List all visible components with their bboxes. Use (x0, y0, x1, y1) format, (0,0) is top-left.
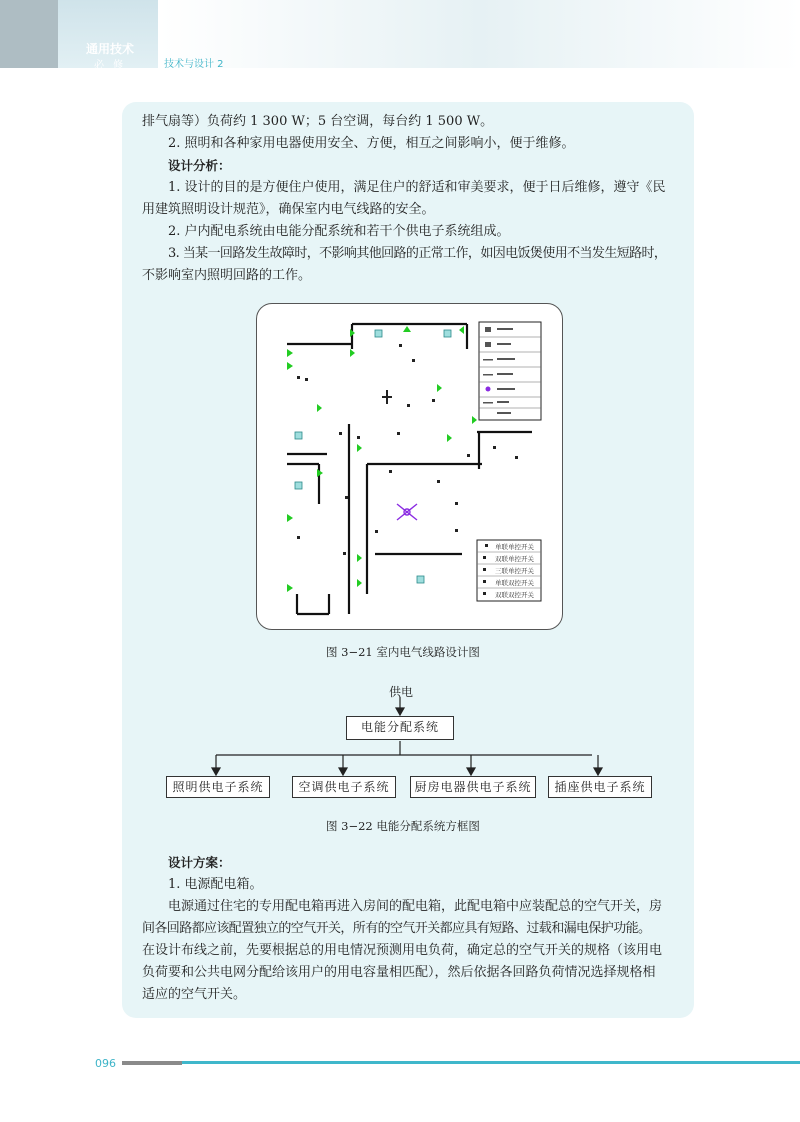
book-title: 技术与设计 2 (164, 59, 224, 70)
scheme-line-5: 适应的空气开关。 (142, 987, 247, 1002)
analysis-3-line1: 3. 当某一回路发生故障时，不影响其他回路的正常工作，如因电饭煲使用不当发生短路时， (168, 246, 667, 261)
legend-item-4: 单联双控开关 (495, 579, 534, 587)
aircon-subsystem-box: 空调供电子系统 (292, 776, 396, 798)
analysis-3-line2: 不影响室内照明回路的工作。 (142, 268, 312, 283)
socket-subsystem-box: 插座供电子系统 (548, 776, 652, 798)
scheme-item-1: 1. 电源配电箱。 (168, 877, 263, 892)
paragraph-requirement-2: 2. 照明和各种家用电器使用安全、方便，相互之间影响小，便于维修。 (168, 136, 575, 151)
scheme-heading: 设计方案： (168, 855, 231, 870)
footer-accent-bar (182, 1061, 800, 1064)
header-gray-block (0, 0, 58, 68)
legend-item-2: 双联单控开关 (495, 555, 534, 563)
legend-item-5: 双联双控开关 (495, 591, 534, 599)
analysis-heading: 设计分析： (168, 158, 231, 173)
center-fixture (397, 504, 417, 520)
floor-plan-figure (256, 303, 563, 630)
analysis-1-line2: 用建筑照明设计规范》，确保室内电气线路的安全。 (142, 202, 435, 217)
analysis-1-line1: 1. 设计的目的是方便住户使用，满足住户的舒适和审美要求，便于日后维修，遵守《民 (168, 180, 666, 195)
lamp-markers (287, 326, 477, 592)
scheme-line-3: 在设计布线之前，先要根据总的用电情况预测用电负荷，确定总的空气开关的规格（该用电 (142, 943, 663, 958)
floor-plan-drawing (257, 304, 562, 629)
figure-22-caption: 图 3−22 电能分配系统方框图 (326, 819, 480, 833)
series-subtitle: 必 修 (94, 60, 127, 71)
footer-gray-bar (122, 1061, 182, 1065)
scheme-line-1: 电源通过住宅的专用配电箱再进入房间的配电箱，此配电箱中应装配总的空气开关，房 (168, 899, 663, 914)
supply-label: 供电 (389, 685, 414, 699)
figure-21-caption: 图 3−21 室内电气线路设计图 (326, 645, 480, 659)
symbol-legend-table (479, 322, 541, 420)
lighting-subsystem-box: 照明供电子系统 (166, 776, 270, 798)
fixture-boxes (295, 330, 451, 583)
paragraph-load: 排气扇等）负荷约 1 300 W；5 台空调，每台约 1 500 W。 (142, 114, 494, 129)
page-number: 096 (95, 1057, 116, 1070)
analysis-2: 2. 户内配电系统由电能分配系统和若干个供电子系统组成。 (168, 224, 510, 239)
series-title: 通用技术 (86, 42, 135, 56)
legend-item-3: 三联单控开关 (495, 567, 534, 575)
kitchen-subsystem-box: 厨房电器供电子系统 (410, 776, 536, 798)
scheme-line-2: 间各回路都应该配置独立的空气开关，所有的空气开关都应具有短路、过载和漏电保护功能。 (142, 921, 651, 936)
power-distribution-box: 电能分配系统 (346, 716, 454, 740)
legend-item-1: 单联单控开关 (495, 543, 534, 551)
switch-legend (477, 540, 541, 601)
scheme-line-4: 负荷要和公共电网分配给该用户的用电容量相匹配），然后依据各回路负荷情况选择规格相 (142, 965, 656, 980)
diagram-connectors (0, 695, 800, 815)
